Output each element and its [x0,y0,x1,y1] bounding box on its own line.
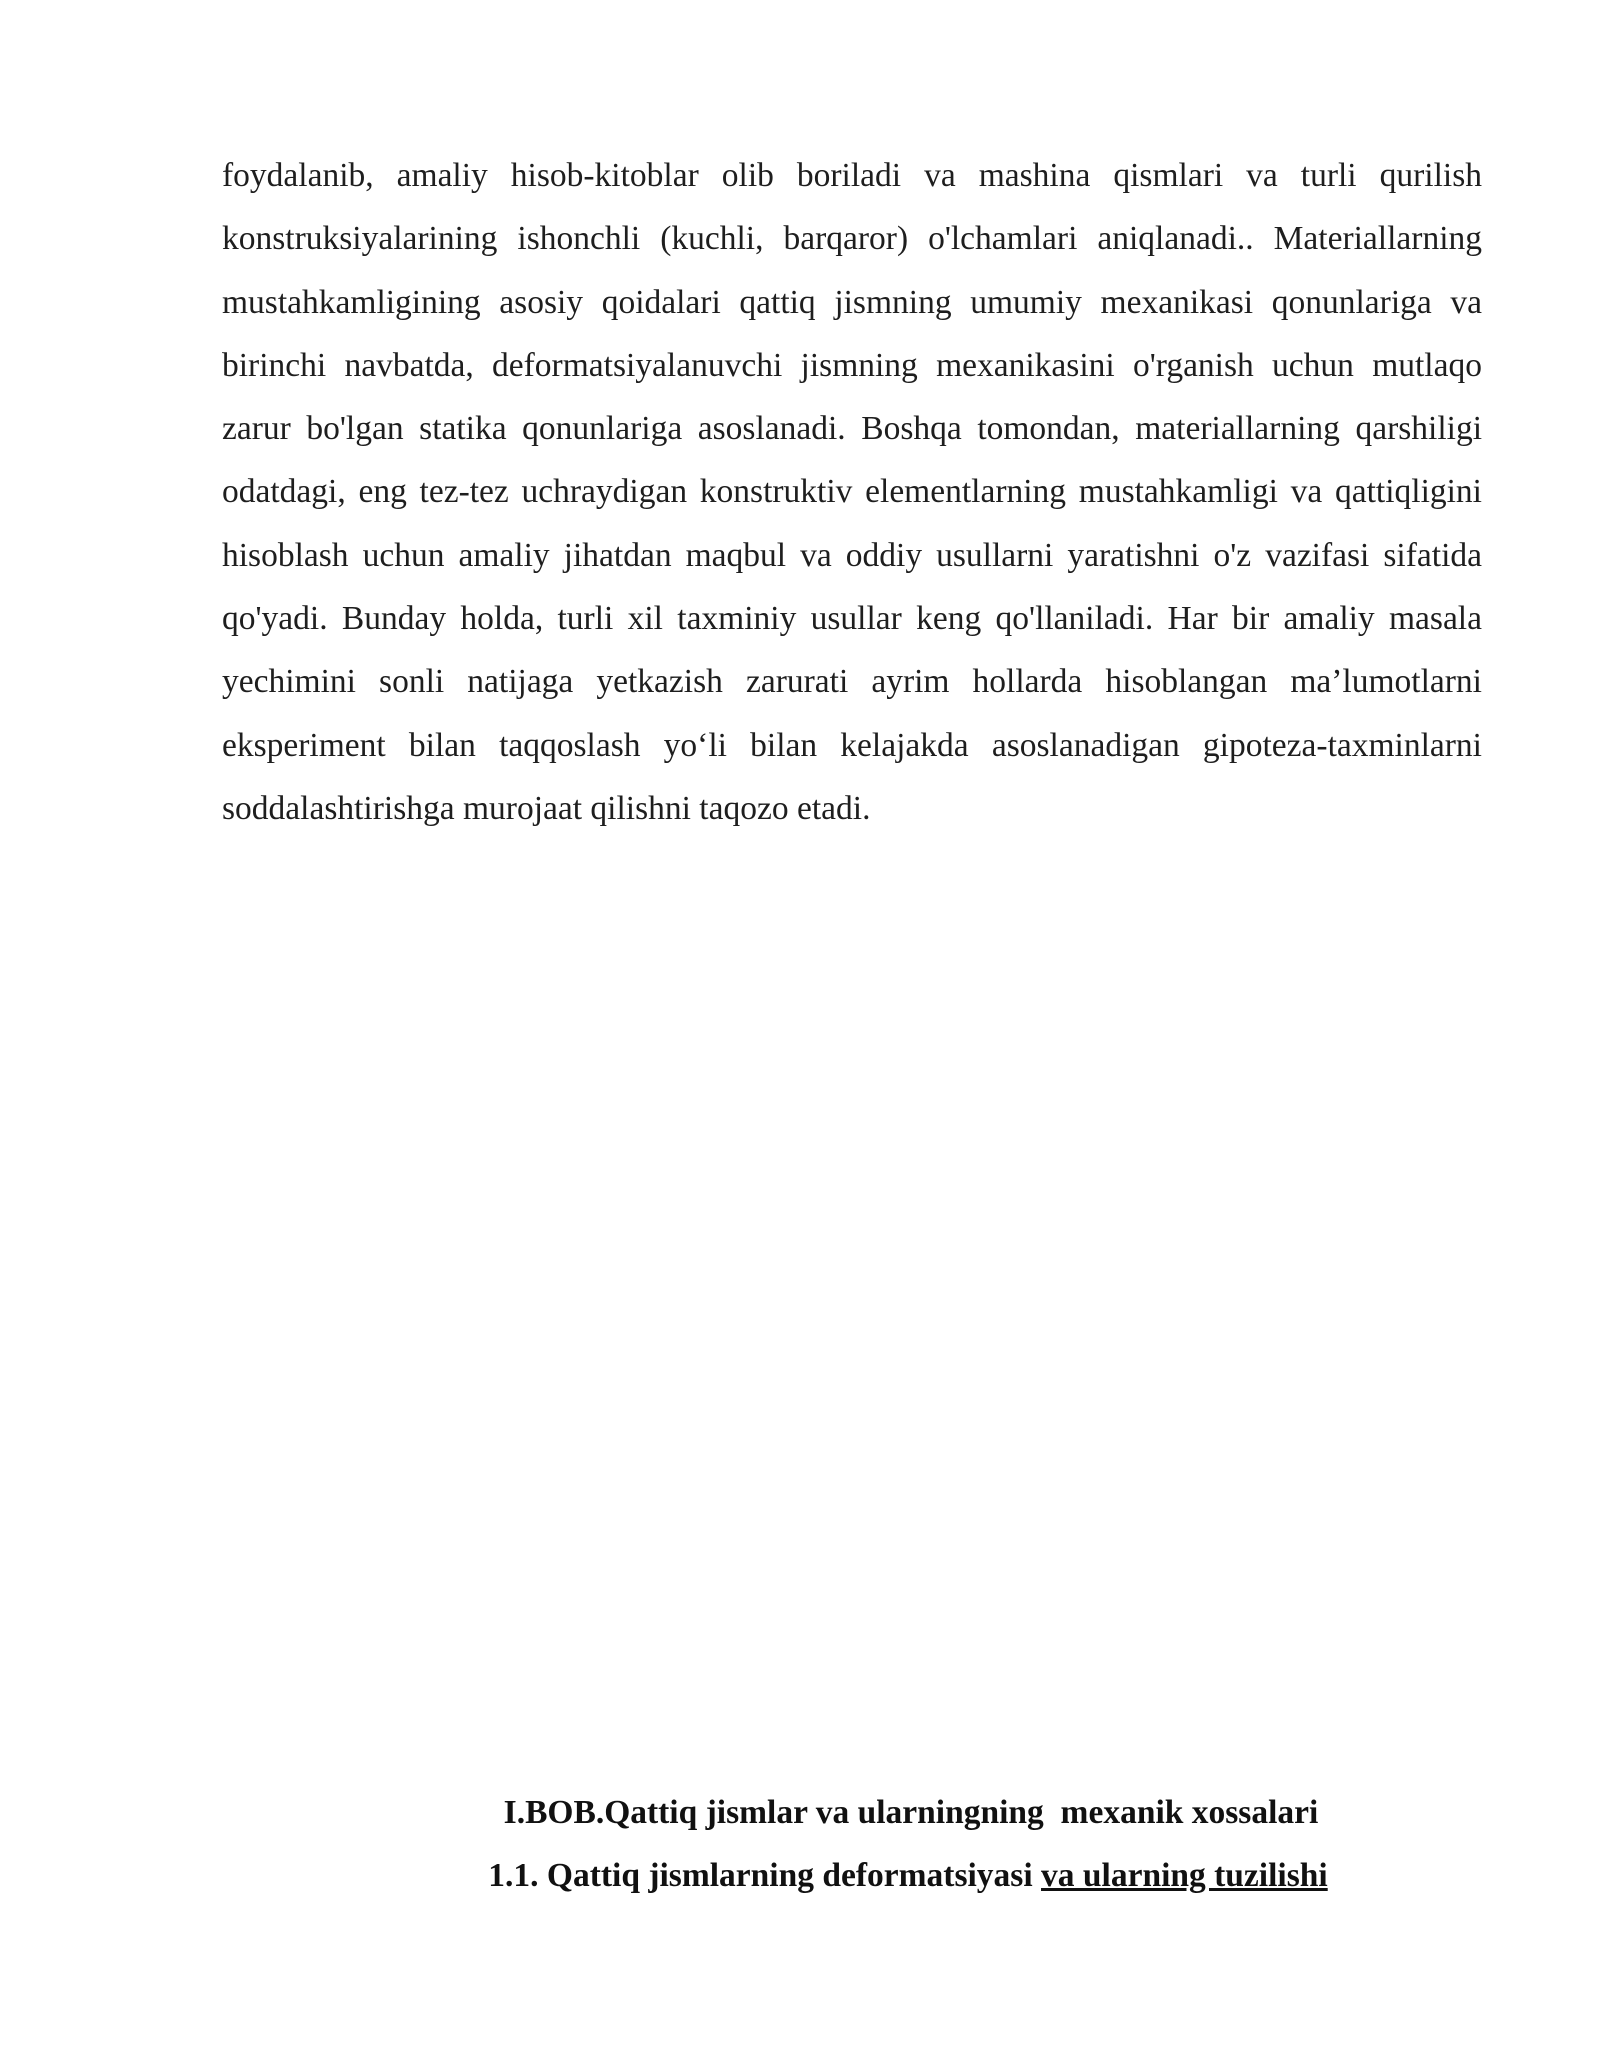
section-heading-underlined: va ularning tuzilishi [1041,1857,1328,1895]
heading-block [222,1781,1482,1908]
body-paragraph: foydalanib, amaliy hisob-kitoblar olib boriladi va mashina qismlari va turli qurilish konstruksiyalarining ishonchli (kuchli, barqaror) o'lchamlari aniqlanadi.. Materiallarning mustahkamligining asosiy qoidalari qattiq jismning umumiy mexanikasi qonunlariga va birinchi navbatda, deformatsiyalanuvchi jismning mexanikasini o'rganish uchun mutlaqo zarur bo'lgan statika qonunlariga asoslanadi. Boshqa tomondan, materiallarning qarshiligi odatdagi, eng tez-tez uchraydigan konstruktiv elementlarning mustahkamligi va qattiqligini hisoblash uchun amaliy jihatdan maqbul va oddiy usullarni yaratishni o'z vazifasi sifatida qo'yadi. Bunday holda, turli xil taxminiy usullar keng qo'llaniladi. Har bir amaliy masala yechimini sonli natijaga yetkazish zarurati ayrim hollarda hisoblangan ma’lumotlarni eksperiment bilan taqqoslash yo‘li bilan kelajakda asoslanadigan gipoteza-taxminlarni soddalashtirishga murojaat qilishni taqozo etadi. [222,157,1482,827]
chapter-heading-text: I.BOB.Qattiq jismlar va ularningning mexanik xossalari [503,1794,1319,1831]
chapter-heading [222,1781,1482,1844]
section-heading [222,1844,1482,1907]
section-heading-plain: 1.1. Qattiq jismlarning deformatsiyasi [488,1857,1042,1895]
